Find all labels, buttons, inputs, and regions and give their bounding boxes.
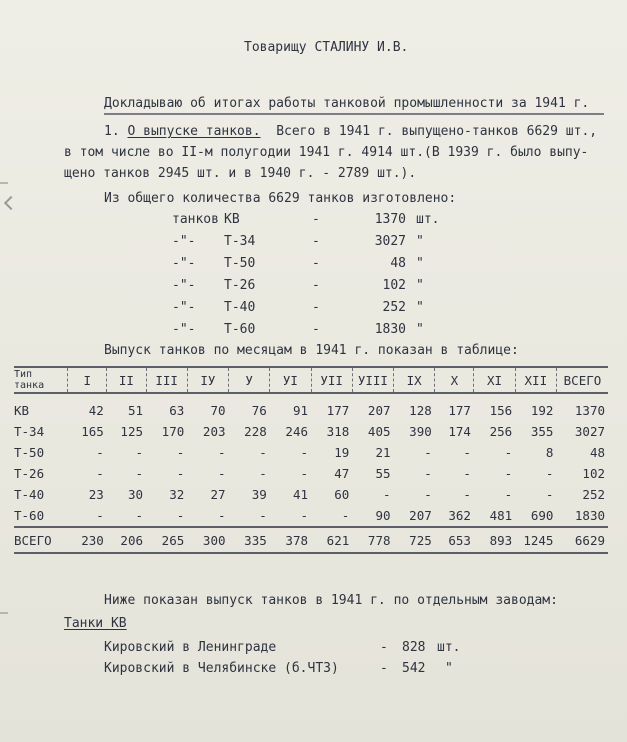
item-prefix: -"- [172,256,196,271]
item-count: 1830 [374,322,406,337]
table-cell: 170 [161,424,185,439]
header-cell: Тип танка [14,367,68,393]
table-cell: 156 [489,403,513,418]
table-cell: - [259,445,267,460]
table-cell: 690 [530,508,554,523]
table-cell: 102 [582,466,605,481]
item-type: Т-40 [224,300,256,315]
table-row [14,393,608,421]
header-cell: УIII [352,367,393,393]
table-cell: - [424,487,432,502]
table-cell: - [217,466,226,481]
item-dash: - [312,278,320,293]
factories-intro: Ниже показан выпуск танков в 1941 г. по отдельным заводам: [104,593,558,608]
factory-name: Кировский в Челябинске (б.ЧТЗ) [104,661,339,676]
item-prefix: танков [172,212,219,227]
table-cell: 55 [375,466,391,481]
table-cell: 725 [394,527,435,553]
monthly-output-table [14,366,608,554]
item-type: Т-60 [224,322,256,337]
table-cell: 177 [326,403,350,418]
margin-mark [0,182,8,184]
table-cell: 165 [81,424,104,439]
item-dash: - [312,322,320,337]
header-cell: УI [270,367,311,393]
table-cell: - [176,508,185,523]
item-unit: " [416,300,424,315]
factory-unit: " [445,661,453,676]
item-type: Т-34 [224,234,256,249]
table-cell: 1370 [574,403,605,418]
table-row [14,484,608,505]
item-count: 252 [382,300,406,315]
table-cell: - [135,466,143,481]
breakdown-intro: Из общего количества 6629 танков изготовлено: [104,191,457,206]
header-cell: III [146,367,187,393]
table-cell: 355 [530,424,554,439]
header-cell: XI [474,367,515,393]
item-count: 102 [382,278,406,293]
intro-underline [104,113,604,115]
table-body [14,393,608,553]
section-1-line-1 [104,124,597,139]
table-cell: 128 [409,403,432,418]
table-cell: 174 [448,424,471,439]
table-cell: 206 [107,527,146,553]
row-label-cell: КВ [14,403,30,418]
header-cell: У [229,367,270,393]
table-cell: - [463,466,471,481]
item-prefix: -"- [172,234,196,249]
item-dash: - [312,256,320,271]
table-cell: 192 [530,403,554,418]
item-prefix: -"- [172,322,196,337]
table-row [14,442,608,463]
table-cell: - [217,508,226,523]
punch-mark [4,196,18,210]
table-cell: - [545,466,554,481]
factory-unit: шт. [437,640,461,655]
item-unit: " [416,234,424,249]
section-1-line-2: в том числе во II-м полугодии 1941 г. 4914 шт.(В 1939 г. было выпу- [64,145,589,160]
table-cell: 19 [334,445,350,460]
table-cell: - [463,487,471,502]
row-label-cell: Т-34 [14,424,45,439]
table-cell: 405 [367,424,391,439]
table-row [14,463,608,484]
table-cell: 390 [409,424,432,439]
header-cell: II [107,367,146,393]
table-cell: 41 [292,487,308,502]
header-cell: X [435,367,474,393]
margin-mark [0,612,8,614]
addressee: Товарищу СТАЛИНУ И.В. [244,40,409,55]
table-cell: - [96,466,104,481]
table-cell: 481 [489,508,513,523]
section-number: 1. [104,124,120,139]
factory-count: 542 [402,661,426,676]
table-cell: 32 [169,487,185,502]
table-cell: 48 [589,445,605,460]
row-label-cell: ВСЕГО [14,527,68,553]
intro-line: Докладываю об итогах работы танковой промышленности за 1941 г. [104,96,590,111]
factory-dash: - [380,661,388,676]
table-row [14,421,608,442]
table-cell: 246 [285,424,308,439]
row-label-cell: Т-60 [14,508,45,523]
item-unit: " [416,278,424,293]
item-unit: шт. [416,212,440,227]
table-cell: 125 [120,424,143,439]
table-cell: - [545,487,554,502]
header-cell: IУ [187,367,228,393]
row-label-cell: Т-40 [14,487,45,502]
table-cell: 177 [448,403,471,418]
row-label-cell: Т-26 [14,466,45,481]
table-cell: 60 [334,487,350,502]
table-cell: 1245 [515,527,556,553]
table-cell: 3027 [574,424,605,439]
table-cell: 621 [311,527,352,553]
item-dash: - [312,300,320,315]
table-cell: 203 [202,424,226,439]
table-cell: - [176,466,185,481]
table-row [14,505,608,527]
table-cell: 39 [251,487,267,502]
table-cell: - [341,508,350,523]
table-cell: 63 [169,403,185,418]
header-cell: XII [515,367,556,393]
table-cell: - [135,508,143,523]
table-cell: - [424,466,432,481]
table-cell: 318 [326,424,350,439]
table-cell: 30 [127,487,143,502]
item-type: КВ [224,212,240,227]
table-cell: 228 [244,424,267,439]
header-cell: I [68,367,107,393]
table-cell: - [259,508,267,523]
table-cell: - [300,445,308,460]
item-count: 48 [390,256,406,271]
table-cell: 300 [187,527,228,553]
table-cell: - [96,445,104,460]
table-cell: 6629 [556,527,608,553]
section-1-line-3: щено танков 2945 шт. и в 1940 г. - 2789 шт.). [64,166,417,181]
table-cell: 21 [375,445,391,460]
table-cell: - [504,466,513,481]
table-cell: - [424,445,432,460]
table-cell: 256 [489,424,513,439]
table-cell: 27 [210,487,226,502]
item-unit: " [416,322,424,337]
table-cell: - [217,445,226,460]
table-cell: 207 [367,403,391,418]
header-cell: IX [394,367,435,393]
header-cell: ВСЕГО [556,367,608,393]
item-count: 3027 [374,234,406,249]
table-cell: 70 [210,403,226,418]
item-dash: - [312,212,320,227]
section-1-text: Всего в 1941 г. выпущено-танков 6629 шт., [276,124,598,139]
item-prefix: -"- [172,300,196,315]
table-cell: 362 [448,508,471,523]
table-cell: 1830 [574,508,605,523]
table-cell: 8 [545,445,554,460]
item-unit: " [416,256,424,271]
factory-name: Кировский в Ленинграде [104,640,277,655]
table-cell: 378 [270,527,311,553]
table-cell: 51 [127,403,143,418]
table-cell: - [300,466,308,481]
table-cell: 230 [68,527,107,553]
table-cell: 778 [352,527,393,553]
table-cell: - [259,466,267,481]
table-cell: 252 [582,487,605,502]
table-cell: - [135,445,143,460]
table-cell: - [382,487,391,502]
item-count: 1370 [374,212,406,227]
table-cell: - [504,445,513,460]
table-cell: - [96,508,104,523]
table-cell: 76 [251,403,267,418]
table-cell: 42 [88,403,104,418]
table-header-row [14,367,608,393]
table-cell: 265 [146,527,187,553]
table-cell: 91 [292,403,308,418]
header-cell: УII [311,367,352,393]
table-cell: - [463,445,471,460]
table-cell: 90 [375,508,391,523]
item-dash: - [312,234,320,249]
item-prefix: -"- [172,278,196,293]
table-cell: 893 [474,527,515,553]
table-cell: - [504,487,513,502]
section-title: О выпуске танков. [127,124,261,139]
table-total-row [14,527,608,553]
row-label-cell: Т-50 [14,445,45,460]
table-cell: 335 [229,527,270,553]
table-cell: - [300,508,308,523]
factory-dash: - [380,640,388,655]
table-cell: 653 [435,527,474,553]
item-type: Т-50 [224,256,256,271]
table-caption: Выпуск танков по месяцам в 1941 г. показан в таблице: [104,343,519,358]
factories-heading: Танки КВ [64,616,127,631]
table-cell: - [176,445,185,460]
factory-count: 828 [402,640,426,655]
table-cell: 23 [88,487,104,502]
table-cell: 47 [334,466,350,481]
item-type: Т-26 [224,278,256,293]
table-cell: 207 [409,508,432,523]
